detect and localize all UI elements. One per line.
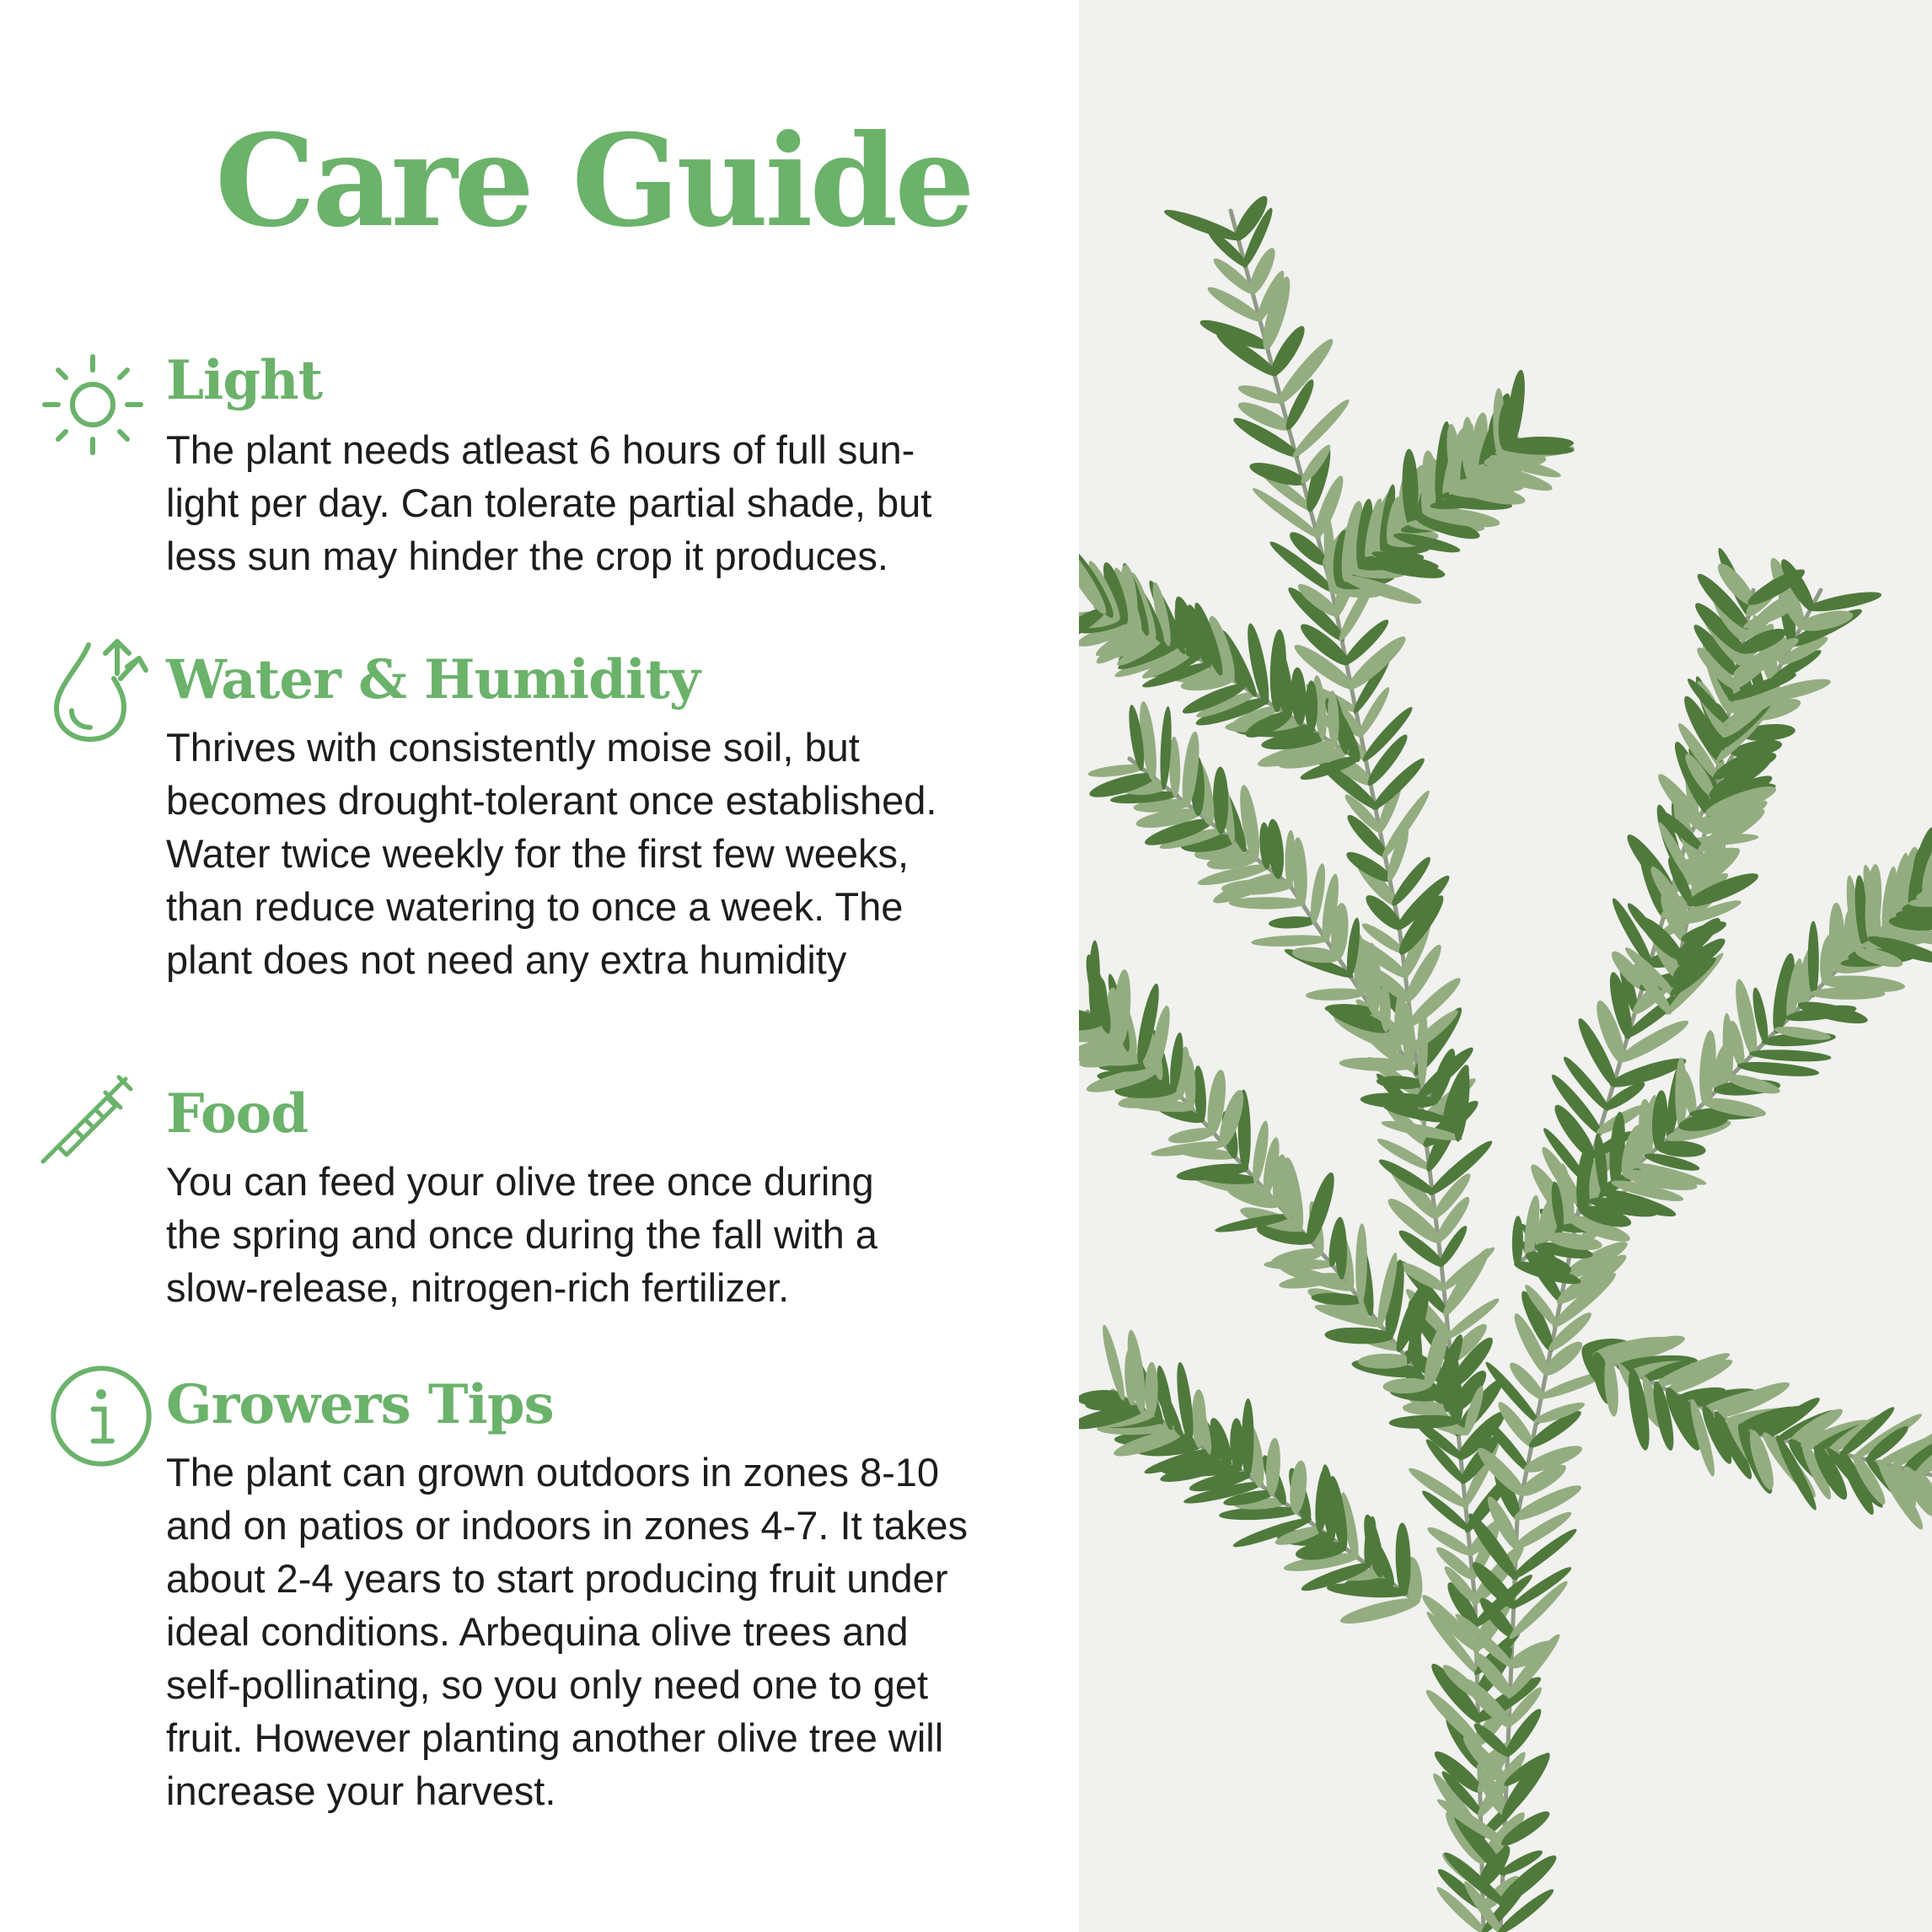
syringe-icon — [38, 1071, 148, 1180]
olive-leaf — [1229, 897, 1306, 909]
water-drop-icon — [46, 636, 156, 746]
olive-leaf — [1736, 1060, 1820, 1079]
section-heading: Food — [166, 1082, 309, 1146]
section-heading: Light — [166, 349, 323, 412]
olive-leaf — [1305, 680, 1318, 733]
info-icon — [46, 1361, 156, 1471]
olive-leaf — [1339, 1593, 1422, 1629]
olive-leaf — [1251, 934, 1330, 948]
page-title: Care Guide — [215, 107, 972, 255]
section-body: The plant can grown outdoors in zones 8-10 and on patios or indoors in zones 4-7. It takes about 2-4 years to start producing fruit under ideal conditions. Arbequina olive trees and self-pollinating, so you only need one to get fruit. However planting another olive tree will increase your harvest. — [166, 1450, 969, 1813]
olive-tree-photo — [1079, 0, 1932, 1932]
olive-leaf — [1306, 987, 1366, 1001]
olive-leaf — [1508, 437, 1574, 450]
sun-icon — [38, 350, 148, 459]
section-body: You can feed your olive tree once during the spring and once during the fall with a slow-release, nitrogen-rich fertilizer. — [166, 1159, 877, 1310]
section-heading: Growers Tips — [166, 1373, 554, 1436]
olive-tree-illustration — [1079, 0, 1932, 1932]
olive-leaf — [1749, 1048, 1832, 1063]
section-body: The plant needs atleast 6 hours of full sun- light per day. Can tolerate partial shade, but less sun may hinder the crop it produces. — [166, 427, 932, 578]
section-body: Thrives with consistently moise soil, but becomes drought-tolerant once established. Water twice weekly for the first few weeks, than reduce watering to once a week. The plant does not need any extra humidity — [166, 725, 937, 982]
section-heading: Water & Humidity — [166, 648, 700, 711]
